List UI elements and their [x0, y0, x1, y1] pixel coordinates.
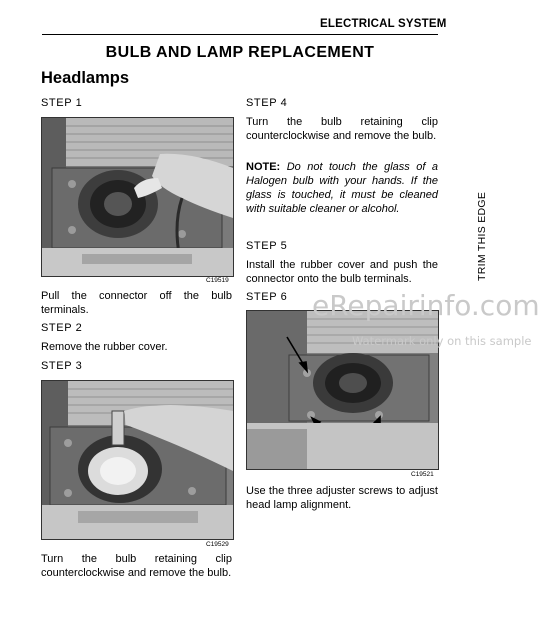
step-6-text: Use the three adjuster screws to adjust head lamp alignment.: [246, 485, 438, 511]
step-3-photo: [41, 380, 234, 540]
step-1-label: STEP 1: [41, 97, 83, 109]
step-5-label: STEP 5: [246, 240, 288, 252]
watermark-main: eRepairinfo.com: [312, 289, 540, 322]
header-rule: [42, 34, 438, 35]
figure-code-6: C19521: [411, 471, 434, 478]
section-header: ELECTRICAL SYSTEM: [320, 18, 447, 30]
subsection-title: Headlamps: [41, 69, 130, 87]
trim-edge-label: TRIM THIS EDGE: [476, 191, 488, 281]
step-2-label: STEP 2: [41, 322, 83, 334]
watermark-sub: Watermark only on this sample: [352, 334, 532, 348]
step-5-text: Install the rubber cover and push the connector onto the bulb terminals.: [246, 259, 438, 285]
figure-code-1: C19519: [206, 277, 229, 284]
step-4-note: [246, 160, 438, 216]
note-label: NOTE:: [246, 161, 281, 173]
step-4-text: Turn the bulb retaining clip counterclockwise and remove the bulb.: [246, 116, 438, 142]
note-text: Do not touch the glass of a Halogen bulb with your hands. If the glass is touched, it must be cleaned with suitable cleaner or alcohol.: [246, 161, 438, 215]
step-3-text: Turn the bulb retaining clip counterclockwise and remove the bulb.: [41, 553, 232, 579]
step-2-text: Remove the rubber cover.: [41, 341, 168, 353]
step-3-label: STEP 3: [41, 360, 83, 372]
figure-code-3: C19529: [206, 541, 229, 548]
step-6-label: STEP 6: [246, 291, 288, 303]
step-1-photo: [41, 117, 234, 277]
step-1-text: Pull the connector off the bulb terminals.: [41, 290, 232, 316]
page-title: BULB AND LAMP REPLACEMENT: [105, 44, 375, 61]
step-4-label: STEP 4: [246, 97, 288, 109]
